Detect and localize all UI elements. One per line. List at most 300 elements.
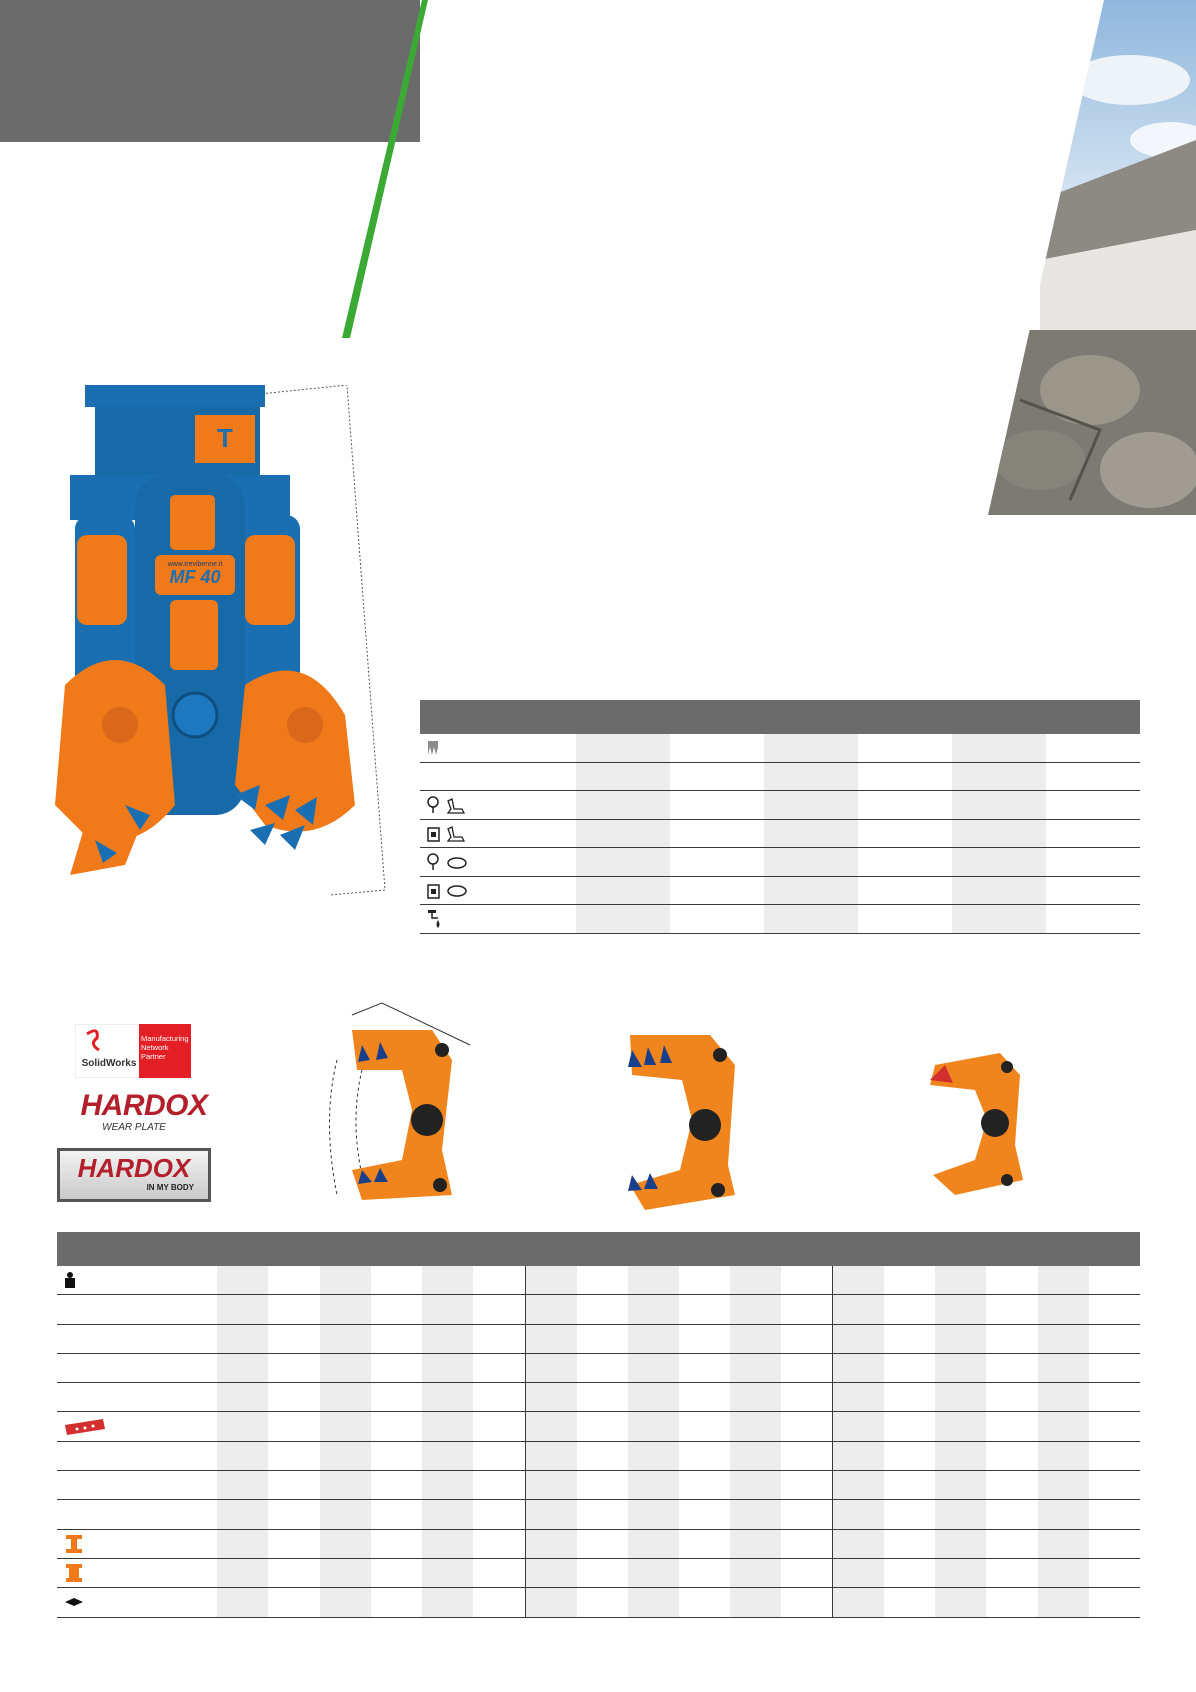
table-row (57, 1325, 1140, 1354)
table-cell (679, 1559, 730, 1587)
table-cell (935, 1559, 986, 1587)
table-cell (320, 1295, 371, 1323)
table-cell (268, 1383, 319, 1411)
table-cell (730, 1383, 781, 1411)
table-cell (422, 1442, 473, 1470)
table-cell (884, 1354, 935, 1382)
table-cell (577, 1412, 628, 1440)
table-row (57, 1295, 1140, 1324)
table-cell (833, 1442, 884, 1470)
table-cell (577, 1500, 628, 1528)
table-cell (320, 1471, 371, 1499)
table-cell (371, 1266, 422, 1294)
table-cell (884, 1559, 935, 1587)
weight-rotation-alt-icon (426, 880, 468, 900)
table-cell (268, 1471, 319, 1499)
column-group (525, 1588, 833, 1616)
table-cell (884, 1325, 935, 1353)
table-cell (628, 1354, 679, 1382)
weight-excavator-icon (426, 795, 468, 815)
table-cell (679, 1588, 730, 1616)
table-cell (986, 1530, 1037, 1558)
table-cell (986, 1354, 1037, 1382)
table-row (420, 820, 1140, 849)
row-label (57, 1295, 217, 1323)
table-cell (1038, 1354, 1089, 1382)
table-cell (1089, 1295, 1140, 1323)
table-cell (526, 1266, 577, 1294)
table-cell (1038, 1266, 1089, 1294)
column-group (832, 1412, 1140, 1440)
table-cell (320, 1559, 371, 1587)
table-cell (217, 1266, 268, 1294)
table-cell (422, 1354, 473, 1382)
jaw-icon (426, 739, 440, 757)
table-cell (679, 1266, 730, 1294)
row-label (57, 1325, 217, 1353)
table-cell (986, 1588, 1037, 1616)
table-cell (833, 1295, 884, 1323)
table-cell (1089, 1471, 1140, 1499)
solidworks-logo (75, 1024, 191, 1078)
row-label (57, 1471, 217, 1499)
spec-table-top-header (420, 700, 1140, 734)
model-plate-text: MF 40 (169, 567, 221, 587)
beam-alt-icon (63, 1562, 85, 1584)
column-group (217, 1471, 525, 1499)
table-cell (320, 1412, 371, 1440)
table-cell (217, 1588, 268, 1616)
table-cell (577, 1383, 628, 1411)
table-cell (371, 1325, 422, 1353)
table-cell (781, 1325, 832, 1353)
row-label (57, 1354, 217, 1382)
table-cell (1038, 1412, 1089, 1440)
table-cell (628, 1588, 679, 1616)
table-cell (1038, 1325, 1089, 1353)
table-cell (730, 1266, 781, 1294)
table-row (57, 1412, 1140, 1441)
table-cell (577, 1471, 628, 1499)
column-group (525, 1500, 833, 1528)
table-cell (268, 1500, 319, 1528)
column-group (832, 1530, 1140, 1558)
table-cell (217, 1383, 268, 1411)
table-cell (884, 1471, 935, 1499)
table-cell (935, 1471, 986, 1499)
title-block (0, 0, 420, 142)
column-group (525, 1471, 833, 1499)
table-cell (833, 1383, 884, 1411)
table-cell (217, 1354, 268, 1382)
table-cell (628, 1530, 679, 1558)
table-cell (730, 1442, 781, 1470)
table-cell (526, 1530, 577, 1558)
table-cell (935, 1412, 986, 1440)
column-group (832, 1471, 1140, 1499)
table-cell (986, 1471, 1037, 1499)
row-label (57, 1559, 217, 1587)
table-row (57, 1383, 1140, 1412)
table-cell (473, 1295, 524, 1323)
table-cell (268, 1354, 319, 1382)
table-cell (371, 1295, 422, 1323)
row-label (57, 1442, 217, 1470)
weight-icon (63, 1271, 77, 1289)
table-cell (628, 1471, 679, 1499)
table-cell (577, 1588, 628, 1616)
table-cell (217, 1559, 268, 1587)
solidworks-partner-text: Manufacturing Network Partner (141, 1034, 189, 1061)
table-cell (833, 1471, 884, 1499)
table-cell (1038, 1530, 1089, 1558)
beam-icon (63, 1533, 85, 1555)
table-cell (679, 1295, 730, 1323)
table-cell (577, 1442, 628, 1470)
table-cell (473, 1442, 524, 1470)
table-cell (1038, 1588, 1089, 1616)
table-cell (730, 1354, 781, 1382)
table-row (57, 1471, 1140, 1500)
table-cell (422, 1588, 473, 1616)
row-label (420, 820, 576, 848)
table-cell (371, 1530, 422, 1558)
table-row (57, 1500, 1140, 1529)
table-cell (473, 1325, 524, 1353)
table-cell (422, 1295, 473, 1323)
table-cell (986, 1412, 1037, 1440)
column-group (525, 1530, 833, 1558)
table-cell (371, 1354, 422, 1382)
table-cell (730, 1559, 781, 1587)
column-group (217, 1295, 525, 1323)
table-row (57, 1530, 1140, 1559)
table-cell (935, 1588, 986, 1616)
table-cell (986, 1559, 1037, 1587)
table-cell (781, 1383, 832, 1411)
table-cell (935, 1500, 986, 1528)
table-cell (628, 1325, 679, 1353)
row-label (420, 905, 576, 933)
table-cell (986, 1442, 1037, 1470)
table-cell (217, 1295, 268, 1323)
table-cell (935, 1442, 986, 1470)
table-cell (679, 1442, 730, 1470)
table-cell (268, 1295, 319, 1323)
table-row (57, 1442, 1140, 1471)
column-group (832, 1559, 1140, 1587)
spec-table-top (420, 700, 1140, 934)
table-cell (781, 1354, 832, 1382)
table-cell (473, 1471, 524, 1499)
table-cell (268, 1442, 319, 1470)
table-cell (577, 1530, 628, 1558)
svg-text:T: T (217, 423, 233, 453)
table-cell (320, 1500, 371, 1528)
weight-rotation-icon (426, 852, 468, 872)
table-cell (935, 1295, 986, 1323)
table-cell (1089, 1266, 1140, 1294)
hardox-wear-plate-logo (64, 1090, 224, 1138)
table-cell (884, 1588, 935, 1616)
table-cell (371, 1471, 422, 1499)
table-cell (833, 1354, 884, 1382)
table-cell (577, 1295, 628, 1323)
table-cell (1038, 1383, 1089, 1411)
table-cell (526, 1442, 577, 1470)
table-cell (268, 1559, 319, 1587)
table-cell (473, 1354, 524, 1382)
table-cell (628, 1442, 679, 1470)
table-cell (1038, 1295, 1089, 1323)
table-cell (577, 1325, 628, 1353)
table-cell (217, 1530, 268, 1558)
table-cell (1089, 1530, 1140, 1558)
hardox-brand: HARDOX (80, 1089, 208, 1122)
hydraulic-icon (426, 908, 446, 930)
table-cell (422, 1412, 473, 1440)
table-cell (1089, 1354, 1140, 1382)
jaw-variant-1 (322, 1000, 472, 1215)
table-cell (268, 1588, 319, 1616)
table-cell (371, 1412, 422, 1440)
column-group (217, 1412, 525, 1440)
table-cell (320, 1266, 371, 1294)
table-cell (473, 1500, 524, 1528)
table-cell (730, 1325, 781, 1353)
table-cell (371, 1500, 422, 1528)
table-cell (473, 1412, 524, 1440)
table-row (57, 1354, 1140, 1383)
column-group (832, 1295, 1140, 1323)
table-cell (935, 1325, 986, 1353)
table-cell (217, 1412, 268, 1440)
shear-machine-illustration (55, 385, 395, 915)
table-cell (217, 1471, 268, 1499)
row-label (420, 877, 576, 905)
column-group (217, 1530, 525, 1558)
table-cell (422, 1530, 473, 1558)
table-cell (628, 1412, 679, 1440)
table-row (57, 1559, 1140, 1588)
table-cell (526, 1325, 577, 1353)
column-group (217, 1500, 525, 1528)
column-group (217, 1325, 525, 1353)
column-group (217, 1559, 525, 1587)
table-cell (268, 1530, 319, 1558)
row-label (57, 1588, 217, 1616)
column-group (525, 1383, 833, 1411)
table-cell (1089, 1325, 1140, 1353)
table-cell (833, 1412, 884, 1440)
table-cell (473, 1383, 524, 1411)
table-row (57, 1588, 1140, 1617)
table-cell (526, 1295, 577, 1323)
table-cell (320, 1383, 371, 1411)
table-row (420, 791, 1140, 820)
spec-table-bottom-header (57, 1232, 1140, 1266)
table-cell (935, 1354, 986, 1382)
table-cell (422, 1325, 473, 1353)
table-cell (781, 1412, 832, 1440)
column-group (525, 1325, 833, 1353)
table-cell (526, 1500, 577, 1528)
table-cell (935, 1266, 986, 1294)
hardox-sub: WEAR PLATE (102, 1122, 166, 1133)
table-row (420, 734, 1140, 763)
spec-table-bottom (57, 1232, 1140, 1618)
table-cell (473, 1559, 524, 1587)
cutting-edge-icon (63, 1596, 85, 1608)
table-cell (884, 1500, 935, 1528)
table-cell (833, 1325, 884, 1353)
table-cell (217, 1325, 268, 1353)
column-group (217, 1354, 525, 1382)
column-group (525, 1266, 833, 1294)
table-cell (1089, 1383, 1140, 1411)
table-cell (781, 1500, 832, 1528)
table-cell (422, 1559, 473, 1587)
table-cell (1038, 1471, 1089, 1499)
table-cell (781, 1471, 832, 1499)
table-cell (679, 1471, 730, 1499)
hardox-body-brand: HARDOX (77, 1153, 191, 1183)
row-label (57, 1266, 217, 1294)
table-cell (730, 1588, 781, 1616)
table-cell (679, 1500, 730, 1528)
solidworks-brand: SolidWorks (81, 1058, 137, 1069)
table-cell (320, 1442, 371, 1470)
column-group (217, 1383, 525, 1411)
hardox-in-my-body-logo (57, 1148, 211, 1202)
table-cell (1089, 1559, 1140, 1587)
table-cell (422, 1383, 473, 1411)
table-row (420, 763, 1140, 792)
table-cell (628, 1383, 679, 1411)
table-cell (1089, 1442, 1140, 1470)
column-group (525, 1559, 833, 1587)
column-group (525, 1295, 833, 1323)
table-cell (577, 1266, 628, 1294)
table-cell (577, 1354, 628, 1382)
table-cell (371, 1442, 422, 1470)
table-cell (1038, 1559, 1089, 1587)
table-cell (526, 1588, 577, 1616)
website-plate-text: www.trevibenne.it (167, 561, 223, 568)
row-label (57, 1383, 217, 1411)
table-cell (781, 1530, 832, 1558)
row-label (420, 734, 576, 762)
table-cell (473, 1588, 524, 1616)
table-cell (628, 1295, 679, 1323)
table-cell (371, 1588, 422, 1616)
table-cell (1038, 1442, 1089, 1470)
table-cell (422, 1500, 473, 1528)
table-cell (730, 1412, 781, 1440)
table-cell (730, 1295, 781, 1323)
hardox-plate-icon (63, 1417, 107, 1437)
jaw-variant-2 (610, 1025, 750, 1215)
table-row (57, 1266, 1140, 1295)
table-cell (526, 1354, 577, 1382)
table-cell (320, 1588, 371, 1616)
table-cell (473, 1266, 524, 1294)
table-cell (1038, 1500, 1089, 1528)
table-cell (577, 1559, 628, 1587)
column-group (832, 1383, 1140, 1411)
table-cell (628, 1266, 679, 1294)
row-label (420, 763, 576, 791)
table-cell (781, 1442, 832, 1470)
table-cell (781, 1295, 832, 1323)
weight-dozer-icon (426, 823, 468, 843)
table-cell (935, 1530, 986, 1558)
jaw-variant-3 (915, 1045, 1035, 1205)
column-group (217, 1588, 525, 1616)
table-cell (526, 1559, 577, 1587)
row-label (420, 848, 576, 876)
table-cell (833, 1266, 884, 1294)
column-group (525, 1442, 833, 1470)
table-cell (217, 1500, 268, 1528)
table-cell (679, 1530, 730, 1558)
column-group (832, 1442, 1140, 1470)
table-cell (833, 1588, 884, 1616)
table-cell (986, 1383, 1037, 1411)
table-cell (781, 1559, 832, 1587)
table-cell (1089, 1588, 1140, 1616)
table-cell (833, 1500, 884, 1528)
table-row (420, 848, 1140, 877)
table-cell (833, 1530, 884, 1558)
table-cell (679, 1325, 730, 1353)
table-cell (371, 1559, 422, 1587)
table-cell (320, 1354, 371, 1382)
table-cell (884, 1412, 935, 1440)
column-group (832, 1588, 1140, 1616)
table-cell (935, 1383, 986, 1411)
table-cell (473, 1530, 524, 1558)
column-group (832, 1266, 1140, 1294)
table-cell (730, 1471, 781, 1499)
table-cell (1089, 1412, 1140, 1440)
table-cell (986, 1295, 1037, 1323)
table-cell (371, 1383, 422, 1411)
row-label (57, 1530, 217, 1558)
column-group (832, 1500, 1140, 1528)
table-cell (833, 1559, 884, 1587)
table-cell (268, 1266, 319, 1294)
table-cell (526, 1412, 577, 1440)
column-group (832, 1325, 1140, 1353)
column-group (525, 1354, 833, 1382)
demolition-photo (980, 0, 1196, 515)
column-group (832, 1354, 1140, 1382)
table-cell (986, 1266, 1037, 1294)
table-cell (884, 1295, 935, 1323)
table-cell (884, 1383, 935, 1411)
table-cell (217, 1442, 268, 1470)
table-cell (422, 1471, 473, 1499)
table-cell (884, 1530, 935, 1558)
table-cell (628, 1559, 679, 1587)
hardox-body-sub: IN MY BODY (146, 1183, 194, 1192)
table-cell (320, 1325, 371, 1353)
row-label (57, 1412, 217, 1440)
table-cell (679, 1354, 730, 1382)
row-label (57, 1500, 217, 1528)
table-cell (730, 1500, 781, 1528)
